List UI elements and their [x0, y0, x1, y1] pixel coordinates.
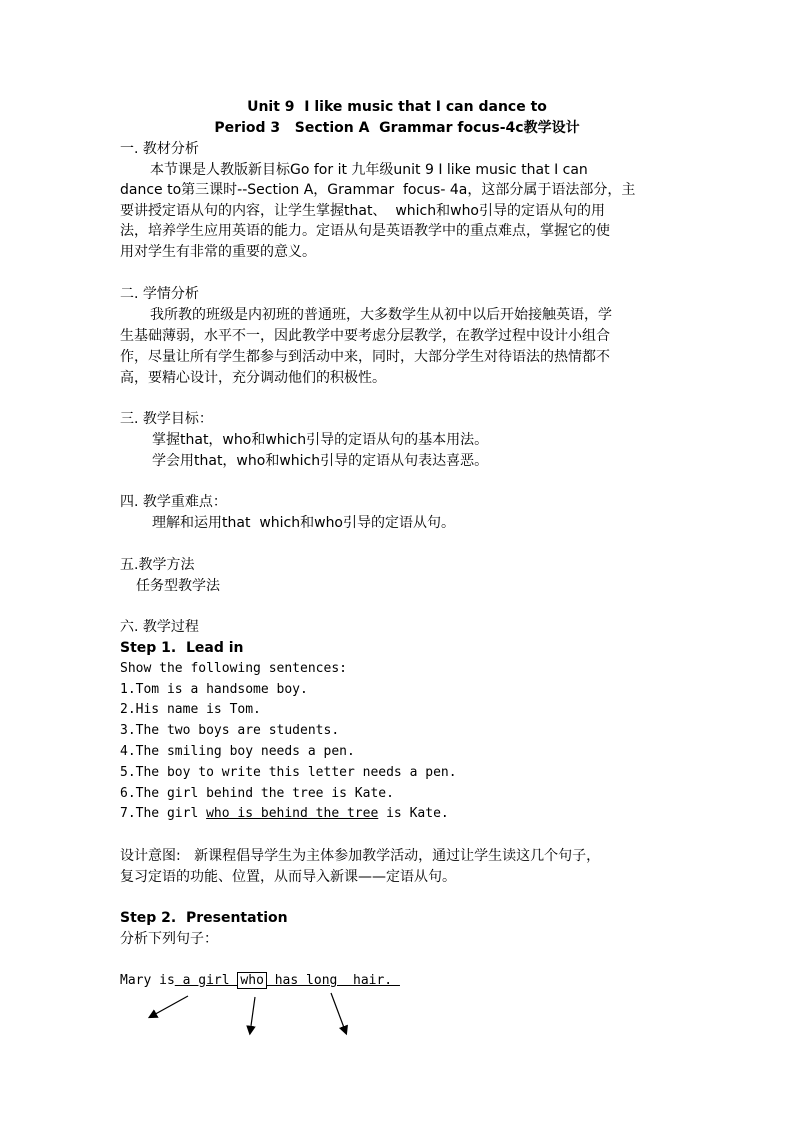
paragraph-line: 本节课是人教版新目标Go for it 九年级unit 9 I like music that I can [150, 162, 588, 178]
section-heading: 四. 教学重难点： [120, 494, 227, 510]
section-heading: 六. 教学过程 [120, 619, 199, 635]
paragraph-line: 法，培养学生应用英语的能力。定语从句是英语教学中的重点难点，掌握它的使 [120, 223, 610, 239]
subject-part: Mary is [120, 973, 175, 988]
sentence-line: 5.The boy to write this letter needs a pen. [120, 765, 457, 780]
section-heading: 一. 教材分析 [120, 141, 199, 157]
objective-line: 掌握that，who和which引导的定语从句的基本用法。 [152, 432, 489, 448]
paragraph-line: 高，要精心设计，充分调动他们的积极性。 [120, 370, 386, 386]
paragraph-line: 我所教的班级是内初班的普通班，大多数学生从初中以后开始接触英语，学 [150, 307, 612, 323]
arrow-1 [150, 996, 188, 1017]
sentence-line: 4.The smiling boy needs a pen. [120, 744, 355, 759]
step-heading: Step 2. Presentation [120, 910, 288, 926]
sentence-line: 2.His name is Tom. [120, 702, 261, 717]
design-intent-line: 复习定语的功能、位置，从而导入新课——定语从句。 [120, 869, 456, 885]
arrow-3 [331, 993, 346, 1033]
sentence-part: is Kate. [378, 806, 449, 821]
instruction-line: 分析下列句子： [120, 931, 218, 947]
underlined-clause: who is behind the tree [206, 806, 379, 821]
paragraph-line: dance to第三课时--Section A，Grammar focus- 4a，这部分属于语法部分，主 [120, 182, 636, 198]
title-line-1: Unit 9 I like music that I can dance to [247, 99, 547, 115]
section-heading: 三. 教学目标： [120, 411, 213, 427]
section-heading: 五.教学方法 [120, 557, 195, 573]
paragraph-line: 用对学生有非常的重要的意义。 [120, 244, 316, 260]
antecedent-part: a girl [174, 973, 238, 988]
section-heading: 二. 学情分析 [120, 286, 199, 302]
paragraph-line: 生基础薄弱，水平不一，因此教学中要考虑分层教学，在教学过程中设计小组合 [120, 328, 610, 344]
step-heading: Step 1. Lead in [120, 640, 244, 656]
sentence-line: 1.Tom is a handsome boy. [120, 682, 308, 697]
design-intent-line: 设计意图: 新课程倡导学生为主体参加教学活动，通过让学生读这几个句子， [120, 848, 601, 864]
relative-pronoun-box: who [237, 972, 266, 989]
sentence-line: 3.The two boys are students. [120, 723, 340, 738]
sentence-line: 6.The girl behind the tree is Kate. [120, 786, 394, 801]
paragraph-line: 作，尽量让所有学生都参与到活动中来，同时，大部分学生对待语法的热情都不 [120, 349, 610, 365]
instruction-line: Show the following sentences: [120, 661, 347, 676]
paragraph-line: 要讲授定语从句的内容，让学生掌握that、 which和who引导的定语从句的用 [120, 203, 606, 219]
clause-part: has long hair. [266, 973, 400, 988]
sentence-part: 7.The girl [120, 806, 207, 821]
objective-line: 学会用that，who和which引导的定语从句表达喜恶。 [152, 453, 489, 469]
arrow-2 [250, 997, 255, 1033]
key-point-line: 理解和运用that which和who引导的定语从句。 [152, 515, 456, 531]
title-line-2: Period 3 Section A Grammar focus-4c教学设计 [214, 120, 580, 136]
method-line: 任务型教学法 [136, 578, 220, 594]
